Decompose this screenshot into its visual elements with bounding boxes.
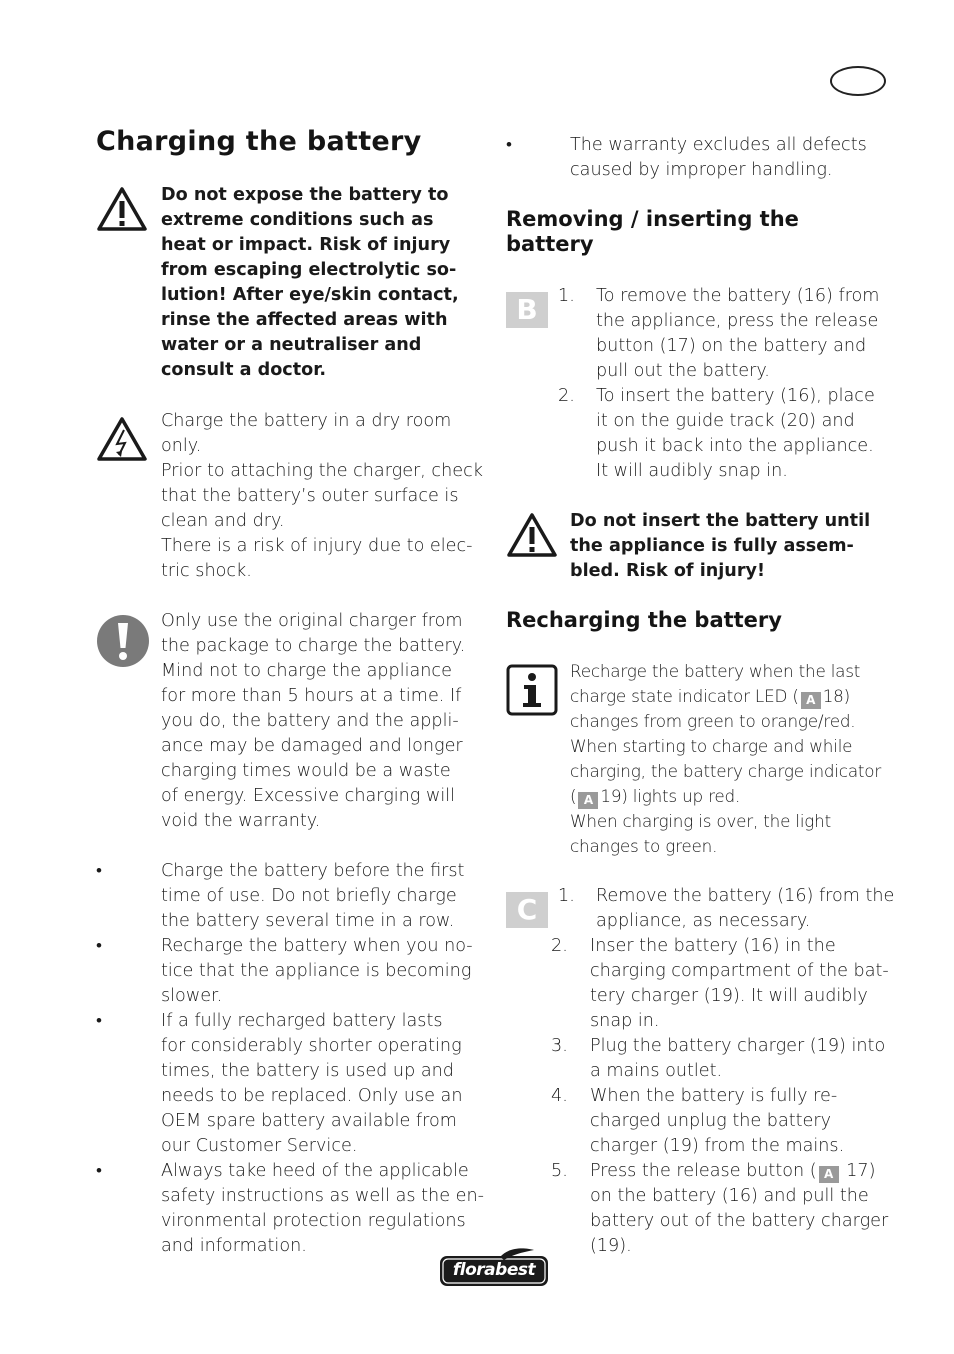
text-line: slower. [161,986,223,1006]
text-line: lution! After eye/skin contact, [161,285,459,305]
electric-safety-block [161,409,491,584]
text-line: and information. [161,1236,307,1256]
text-fragment: Press the release button ( [590,1161,817,1181]
text-line: tery charger (19). It will audibly [590,986,868,1006]
text-fragment: 19) lights up red. [600,786,741,806]
bullet-symbol: • [96,936,102,956]
list-item [551,934,896,1034]
step-number: 4. [551,1086,568,1106]
text-line: Charge the battery in a dry room [161,411,452,431]
text-fragment: 18) [822,686,850,706]
list-item [551,1084,896,1159]
text-line [570,684,900,709]
charger-notice-block [161,609,491,834]
text-line: button (17) on the battery and [596,336,867,356]
info-block-recharge [570,659,900,859]
text-line: of energy. Excessive charging will [161,786,456,806]
text-line: consult a doctor. [161,360,327,380]
text-line: the appliance, press the release [596,311,879,331]
text-line: charging compartment of the bat- [590,961,889,981]
florabest-logo [438,1248,550,1288]
bullet-list-charging-tips [96,859,491,1259]
section-title-charging: Charging the battery [96,126,422,157]
list-item [551,1159,896,1259]
text-line: When starting to charge and while [570,736,853,756]
text-fragment: 17) [840,1161,876,1181]
text-line: a mains outlet. [590,1061,723,1081]
text-line: battery out of the battery charger [590,1211,889,1231]
step-number: 5. [551,1161,568,1181]
text-line: the battery several time in a row. [161,911,455,931]
text-line: charger (19) from the mains. [590,1136,845,1156]
text-fragment: charge state indicator LED ( [570,686,799,706]
text-line: caused by improper handling. [570,160,833,180]
text-line: rinse the affected areas with [161,310,448,330]
text-line: Only use the original charger from [161,611,463,631]
text-line: times, the battery is used up and [161,1061,454,1081]
list-item [96,934,491,1009]
text-line: When the battery is fully re- [590,1086,838,1106]
text-line: Do not expose the battery to [161,185,449,205]
text-line: you do, the battery and the appli- [161,711,459,731]
text-line: Mind not to charge the appliance [161,661,452,681]
figure-a-reference: A [801,692,821,709]
text-line: for considerably shorter operating [161,1036,462,1056]
text-line: time of use. Do not briefly charge [161,886,457,906]
warning-block-battery-conditions [161,183,491,383]
text-line: It will audibly snap in. [596,461,788,481]
section-title-removing [506,207,890,257]
step-number: 1. [558,886,575,906]
title-line: battery [506,232,594,256]
text-line [590,1159,896,1184]
text-line: water or a neutraliser and [161,335,422,355]
text-line: heat or impact. Risk of injury [161,235,451,255]
text-line: vironmental protection regulations [161,1211,466,1231]
steps-list-b [558,284,898,484]
text-line: Prior to attaching the charger, check [161,461,483,481]
list-item [96,1009,491,1159]
text-line: To remove the battery (16) from [596,286,880,306]
text-line: (19). [590,1236,632,1256]
step-number: 2. [551,936,568,956]
text-line: charging, the battery charge indicator [570,761,882,781]
step-number: 2. [558,386,575,406]
text-line: the appliance is fully assem- [570,536,854,556]
text-line: push it back into the appliance. [596,436,874,456]
text-line: tice that the appliance is becoming [161,961,472,981]
text-fragment: ( [570,786,577,806]
text-line: extreme conditions such as [161,210,434,230]
text-line: There is a risk of injury due to elec- [161,536,473,556]
bullet-symbol: • [96,861,102,881]
info-icon [506,664,558,716]
text-line: Remove the battery (16) from the [596,886,895,906]
text-line: Always take heed of the applicable [161,1161,469,1181]
text-line: Recharge the battery when the last [570,661,861,681]
text-line: appliance, as necessary. [596,911,811,931]
figure-a-reference: A [819,1166,839,1183]
step-number: 3. [551,1036,568,1056]
figure-a-reference: A [578,792,598,809]
section-title-recharging: Recharging the battery [506,608,782,632]
text-line: charged unplug the battery [590,1111,832,1131]
text-line: pull out the battery. [596,361,770,381]
step-number: 1. [558,286,575,306]
text-line: that the battery’s outer surface is [161,486,459,506]
text-line: bled. Risk of injury! [570,561,765,581]
list-item [558,284,898,384]
logo-text: florabest [452,1260,536,1280]
text-line: charging times would be a waste [161,761,451,781]
text-line: from escaping electrolytic so- [161,260,457,280]
list-item [558,384,898,484]
text-line: When charging is over, the light [570,811,831,831]
text-line: OEM spare battery available from [161,1111,457,1131]
title-line: Removing / inserting the [506,207,799,231]
bullet-symbol: • [96,1161,102,1181]
text-line: for more than 5 hours at a time. If [161,686,462,706]
warning-triangle-icon [506,512,558,558]
text-line: The warranty excludes all defects [570,135,867,155]
list-item [551,1034,896,1084]
text-line: our Customer Service. [161,1136,358,1156]
bullet-symbol: • [506,135,512,155]
list-item [551,884,896,934]
figure-reference-c: C [506,892,548,928]
warranty-bullet [506,133,890,183]
text-line: the package to charge the battery. [161,636,466,656]
electric-shock-warning-icon [96,416,148,462]
text-line: Charge the battery before the first [161,861,465,881]
text-line: tric shock. [161,561,252,581]
page-language-badge [830,66,886,96]
bullet-symbol: • [96,1011,102,1031]
text-line: Plug the battery charger (19) into [590,1036,886,1056]
list-item [96,1159,491,1259]
text-line: Recharge the battery when you no- [161,936,473,956]
text-line: void the warranty. [161,811,321,831]
text-line: snap in. [590,1011,660,1031]
steps-list-c [551,884,896,1259]
text-line: If a fully recharged battery lasts [161,1011,443,1031]
exclamation-notice-icon [96,614,150,668]
warning-triangle-icon [96,186,148,232]
text-line [570,784,900,809]
text-line: Do not insert the battery until [570,511,871,531]
text-line: To insert the battery (16), place [596,386,875,406]
text-line: clean and dry. [161,511,285,531]
list-item [96,859,491,934]
text-line: changes from green to orange/red. [570,711,856,731]
text-line: ance may be damaged and longer [161,736,463,756]
text-line: needs to be replaced. Only use an [161,1086,463,1106]
figure-reference-b: B [506,292,548,328]
text-line: changes to green. [570,836,718,856]
text-line: Inser the battery (16) in the [590,936,836,956]
text-line: safety instructions as well as the en- [161,1186,484,1206]
text-line: only. [161,436,202,456]
warning-block-assembly [570,509,900,584]
text-line: on the battery (16) and pull the [590,1186,869,1206]
text-line: it on the guide track (20) and [596,411,855,431]
